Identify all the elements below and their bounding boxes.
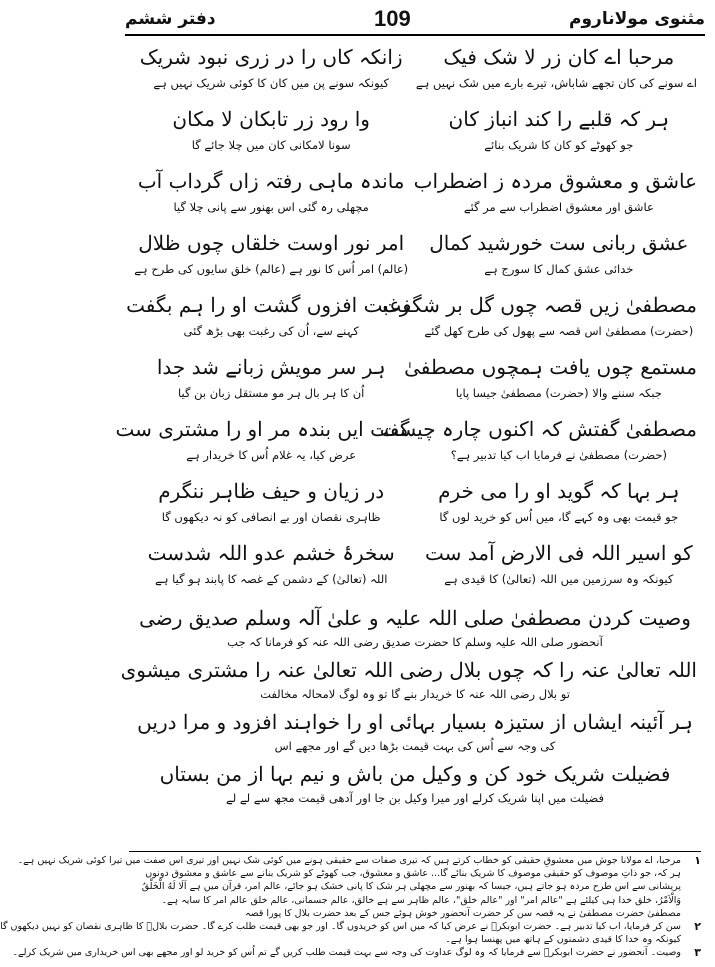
couplet xyxy=(133,476,697,538)
verse-left: زانکہ کاں را در زری نبود شریک xyxy=(139,45,403,69)
footnote-number: ۳ xyxy=(694,946,701,960)
translation-right: کیونکہ وہ سرزمین میں اللہ (تعالیٰ) کا قیدی ہے xyxy=(444,572,674,586)
footnote-divider xyxy=(129,851,701,852)
wasiyat-heading xyxy=(133,604,697,652)
verse-left: وا رود زر تابکان لا مکان xyxy=(172,107,370,131)
verse-left: امر نور اوست خلقاں چوں ظلال xyxy=(138,231,405,255)
prose-verse xyxy=(133,760,697,808)
couplet xyxy=(115,414,697,476)
prose-verse xyxy=(133,708,697,756)
footnote-line: وَالْاَمْرُ، خلق خدا ہی کیلئے ہے "عالم امر" اور "عالم خلق"، عالم ظاہر سے ہے خالق، عالم جسمانی، عالم خلق عالم امر کا سایہ ہے۔ xyxy=(161,894,681,906)
footnote-line: ہر کہ، جو ذاتِ موصوف کو حقیقی موصوف کا شریک بنائے گا... عاشق و معشوق، جب کھوٹے کو شریک بنانے سے عاشق و معشوق دونوں xyxy=(145,868,681,880)
translation-right: اے سونے کی کان تجھے شاباش، تیرے بارے میں شک نہیں ہے xyxy=(415,76,697,90)
couplet xyxy=(133,538,697,600)
translation-right: (حضرت) مصطفیٰ نے فرمایا اب کیا تدبیر ہے؟ xyxy=(450,448,667,462)
verse-left: سخرۂ خشم عدو اللہ شدست xyxy=(147,541,395,565)
footnote xyxy=(17,854,701,920)
verse-right: کو اسیر اللہ فی الارض آمد ست xyxy=(425,541,693,565)
couplet xyxy=(133,166,697,228)
prose-verse-translation: فضیلت میں اپنا شریک کرلے اور میرا وکیل بن جا اور آدھی قیمت مجھ سے لے لے xyxy=(226,791,604,805)
translation-left: کیونکہ سونے پن میں کان کا کوئی شریک نہیں ہے xyxy=(153,76,389,90)
footnote-number: ۱ xyxy=(694,854,701,867)
translation-right: جبکہ سننے والا (حضرت) مصطفیٰ جیسا پایا xyxy=(455,386,662,400)
couplet xyxy=(133,42,697,104)
prose-verse xyxy=(120,656,697,704)
prose-verse-line: فضیلت شریک خود کن و وکیل من باش و نیم بہا از من بستاں xyxy=(159,762,671,786)
verse-right: عاشق و معشوق مردہ ز اضطراب xyxy=(413,169,697,193)
verse-left: رغبت افزوں گشت او را ہم بگفت xyxy=(126,293,410,317)
wasiyat-translation: آنحضور صلی اللہ علیہ وسلم کا حضرت صدیق رضی اللہ عنہ کو فرمانا کہ جب xyxy=(227,635,603,649)
translation-left: اُن کا ہر بال ہر مو مستقل زبان بن گیا xyxy=(177,386,365,400)
translation-left: اللہ (تعالیٰ) کے دشمن کے غصہ کا پابند ہو گیا ہے xyxy=(154,572,388,586)
footnote xyxy=(12,946,701,960)
translation-right: جو قیمت بھی وہ کہے گا، میں اُس کو خرید لوں گا xyxy=(439,510,679,524)
volume-label: دفتر ششم xyxy=(125,9,216,29)
verse-right: مصطفیٰ زیں قصہ چوں گل بر شگفت xyxy=(382,293,697,317)
translation-right: عاشق اور معشوق اضطراب سے مر گئے xyxy=(463,200,654,214)
page-number: 109 xyxy=(373,6,411,31)
translation-left: کہنے سے، اُن کی رغبت بھی بڑھ گئی xyxy=(183,324,359,338)
prose-verse-line: ہر آئینہ ایشاں از ستیزہ بسیار بہائی او را خواہند افزود و مرا دریں xyxy=(137,710,693,734)
footnote-line: مصطفیٰ حضرت مصطفیٰ نے یہ قصہ سن کر حضرت آنحضور خوش ہوئے جس کے بعد حضرت بلال کا پورا قصہ xyxy=(245,907,681,919)
prose-verse-translation: تو بلال رضی اللہ عنہ کا خریدار بنے گا تو وہ لوگ لامحالہ مخالفت xyxy=(260,687,570,701)
prose-verse-translation: کی وجہ سے اُس کی بہت قیمت بڑھا دیں گے اور مجھے اس xyxy=(274,739,556,753)
verse-right: ہر کہ قلبے را کند انباز کان xyxy=(448,107,670,131)
couplet xyxy=(133,104,697,166)
translation-left: مچھلی رہ گئی اس بھنور سے پانی چلا گیا xyxy=(173,200,369,214)
verse-left: گفت ایں بندہ مر او را مشتری ست xyxy=(115,417,410,441)
translation-left: سونا لامکانی کان میں چلا جائے گا xyxy=(191,138,351,152)
verse-right: عشق ربانی ست خورشید کمال xyxy=(429,231,689,255)
translation-right: (حضرت) مصطفیٰ اس قصہ سے پھول کی طرح کھل گئے xyxy=(424,324,694,338)
footnote-number: ۲ xyxy=(694,920,701,934)
footnote-line: کیونکہ وہ خدا کا قیدی دشمنوں کے ہاتھ میں پھنسا ہوا ہے۔ xyxy=(445,934,681,946)
verse-left: ہر سر مویش زبانے شد جدا xyxy=(156,355,386,379)
verse-left: ماندہ ماہی رفتہ زاں گرداب آب xyxy=(137,169,405,193)
verse-left: در زیان و حیف ظاہر ننگرم xyxy=(158,479,385,503)
translation-left: عرض کیا، یہ غلام اُس کا خریدار ہے xyxy=(186,448,357,462)
translation-right: خدائی عشق کمال کا سورج ہے xyxy=(484,262,634,276)
footnote-line: سن کر فرمایا، اب کیا تدبیر ہے۔ حضرت ابوبکرؓ نے عرض کیا کہ میں اس کو خریدوں گا۔ اور جو بھی قیمت طلب کرے گا۔ حضرت بلالؓ کا ظاہری نقصان کو نہیں دیکھوں گا xyxy=(0,921,681,933)
translation-left: (عالم) امر اُس کا نور ہے (عالم) خلق سایوں کی طرح ہے xyxy=(134,262,409,276)
couplet xyxy=(133,228,697,290)
couplet xyxy=(126,290,697,352)
page-header xyxy=(125,4,705,36)
couplet xyxy=(133,352,697,414)
verse-right: مستمع چوں یافت ہمچوں مصطفیٰ xyxy=(404,355,697,379)
verse-right: مرحبا اے کان زر لا شک فیک xyxy=(443,45,675,69)
verse-right: ہر بہا کہ گوید او را می خرم xyxy=(438,479,680,503)
verse-section xyxy=(115,42,697,600)
footnote-line: پریشانی سے اس طرح مردہ ہو جاتے ہیں، جیسا کہ بھنور سے مچھلی ہر شک کا پانی خشک ہو جائے، عالم امر، قرآن میں ہے اَلَا لَهُ الْخَلْقُ xyxy=(141,881,681,893)
footnote-line: مرحبا، اے مولانا جوش میں معشوقِ حقیقی کو خطاب کرتے ہیں کہ تیری صفات سے حقیقی ہونے میں کوئی شک نہیں اور تیری اس صفت میں تیرا کوئی شریک نہیں ہے۔ xyxy=(17,855,681,866)
footnotes xyxy=(0,854,701,960)
translation-left: ظاہری نقصان اور بے انصافی کو نہ دیکھوں گا xyxy=(161,510,381,524)
translation-right: جو کھوٹے کو کان کا شریک بنائے xyxy=(484,138,634,152)
book-title: مثنوی مولاناروم xyxy=(569,9,705,29)
footnote xyxy=(0,920,701,946)
footnote-line: وصیت۔ آنحضور نے حضرت ابوبکرؓ سے فرمایا کہ وہ لوگ عداوت کی وجہ سے بہت قیمت طلب کریں گے تم اُس کو خرید لو اور مجھے بھی اس خریداری میں شریک کرلے۔ xyxy=(12,947,681,959)
verse-right: مصطفیٰ گفتش کہ اکنوں چارہ چیست xyxy=(379,417,697,441)
wasiyat-line: وصیت کردن مصطفیٰ صلی اللہ علیہ و علیٰ آلہ وسلم صدیق رضی xyxy=(139,606,691,630)
prose-verse-line: اللہ تعالیٰ عنہ را کہ چوں بلال رضی اللہ تعالیٰ عنہ را مشتری میشوی xyxy=(120,658,697,682)
